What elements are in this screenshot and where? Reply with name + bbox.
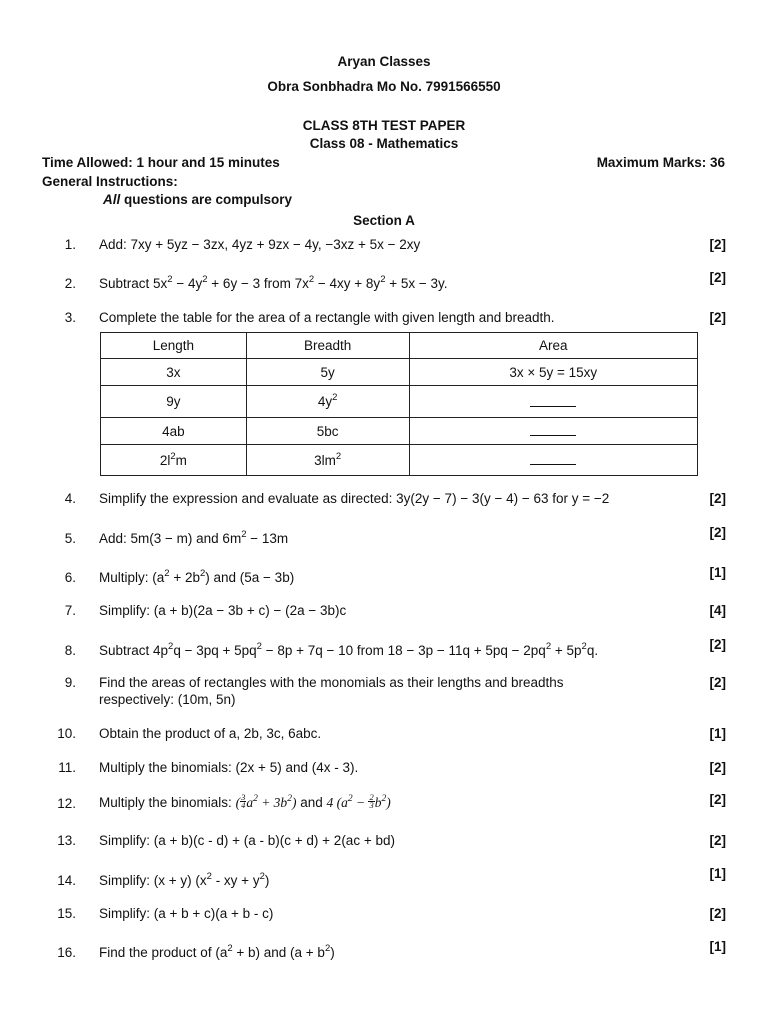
question-marks: [2] (709, 833, 726, 848)
table-cell: $2l^2m$ (101, 445, 247, 476)
question-marks: [1] (709, 726, 726, 741)
institute-name: Aryan Classes (337, 54, 431, 69)
table-header-cell: Breadth (246, 333, 409, 359)
question-marks: [2] (709, 237, 726, 252)
question-marks: [1] (709, 939, 726, 954)
table-row (101, 386, 698, 418)
question-marks: [2] (709, 906, 726, 921)
instruction-all: All (103, 192, 121, 207)
question-number: 3. (64, 310, 76, 325)
instruction-line (103, 192, 292, 207)
general-instructions-label: General Instructions: (42, 174, 178, 189)
table-row (101, 418, 698, 445)
question-marks: [2] (709, 525, 726, 540)
table-row (101, 445, 698, 476)
question-text: Complete the table for the area of a rectangle with given length and breadth. (99, 310, 555, 325)
question-text: Add: 7xy + 5yz − 3zx, 4yz + 9zx − 4y, −3xz + 5x − 2xy (99, 237, 421, 252)
table-cell: $3lm^2$ (246, 445, 409, 476)
maximum-marks: Maximum Marks: 36 (596, 155, 725, 170)
paper-title: CLASS 8TH TEST PAPER (302, 118, 466, 133)
table-cell (409, 386, 697, 418)
question-number: 5. (64, 531, 76, 546)
question-marks: [2] (709, 637, 726, 652)
table-header-cell: Area (409, 333, 697, 359)
answer-blank (530, 452, 576, 465)
table-cell: 5bc (246, 418, 409, 445)
question-number: 8. (64, 643, 76, 658)
table-cell: 4ab (101, 418, 247, 445)
question-text: Simplify: (a + b)(2a − 3b + c) − (2a − 3b)c (99, 603, 347, 618)
question-number: 16. (57, 945, 76, 960)
question-number: 2. (64, 276, 76, 291)
section-heading: Section A (353, 213, 415, 228)
question-marks: [1] (709, 565, 726, 580)
question-text: Subtract $4p^2q - 3pq + 5pq^2 - 8p + 7q - 10$ from $18 - 3p - 11q + 5pq - 2pq^2 + 5p^2q$. (99, 641, 599, 658)
instruction-rest: questions are compulsory (120, 192, 293, 207)
table-cell: 5y (246, 359, 409, 386)
table-cell (409, 418, 697, 445)
question-marks: [2] (709, 270, 726, 285)
table-header-cell: Length (101, 333, 247, 359)
question-text: Find the areas of rectangles with the monomials as their lengths and breadths respectively: (10m, 5n) (99, 675, 564, 707)
question-marks: [4] (709, 603, 726, 618)
question-text: Simplify: (x + y) ($x^2$ - xy + $y^2$) (99, 871, 270, 888)
question-number: 6. (64, 570, 76, 585)
time-allowed: Time Allowed: 1 hour and 15 minutes (42, 155, 280, 170)
question-text: Multiply: $(a^2 + 2b^2)$ and (5a − 3b) (99, 568, 295, 585)
question-marks: [2] (709, 310, 726, 325)
question-text: Find the product of $(a^2 + b)$ and $(a + b^2)$ (99, 943, 335, 960)
question-number: 7. (64, 603, 76, 618)
question-text: Multiply the binomials: ( $\frac{3}{4}$ $a^2 + 3b^2$) and 4 ($a^2$ − $\frac{2}{3}$ $b^2$) (99, 792, 391, 810)
question-text: Multiply the binomials: (2x + 5) and (4x - 3). (99, 760, 359, 775)
question-marks: [2] (709, 760, 726, 775)
question-text: Obtain the product of a, 2b, 3c, 6abc. (99, 726, 322, 741)
question-text: Subtract $5x^2 - 4y^2 + 6y - 3$ from $7x^2 - 4xy + 8y^2 + 5x - 3y$. (99, 274, 448, 291)
question-number: 15. (57, 906, 76, 921)
table-cell: 3x (101, 359, 247, 386)
table-cell: 3x × 5y = 15xy (409, 359, 697, 386)
question-number: 9. (64, 675, 76, 690)
table-row (101, 359, 698, 386)
table-header-row (101, 333, 698, 359)
area-table (100, 332, 698, 476)
paper-subject: Class 08 - Mathematics (309, 136, 459, 151)
table-cell: 9y (101, 386, 247, 418)
question-number: 11. (58, 760, 76, 775)
answer-blank (530, 394, 576, 407)
question-number: 14. (57, 873, 76, 888)
question-marks: [1] (709, 866, 726, 881)
table-cell: $4y^2$ (246, 386, 409, 418)
question-number: 12. (57, 796, 76, 811)
answer-blank (530, 423, 576, 436)
institute-address: Obra Sonbhadra Mo No. 7991566550 (267, 79, 501, 94)
question-marks: [2] (709, 491, 726, 506)
question-marks: [2] (709, 675, 726, 690)
question-number: 13. (57, 833, 76, 848)
question-number: 10. (57, 726, 76, 741)
question-text: Simplify: (a + b + c)(a + b - c) (99, 906, 274, 921)
question-marks: [2] (709, 792, 726, 807)
table-cell (409, 445, 697, 476)
question-text: Add: 5m(3 − m) and $6m^2 - 13m$ (99, 529, 289, 546)
question-number: 4. (64, 491, 76, 506)
question-text: Simplify: (a + b)(c - d) + (a - b)(c + d) + 2(ac + bd) (99, 833, 395, 848)
question-text: Simplify the expression and evaluate as directed: 3y(2y − 7) − 3(y − 4) − 63 for y = −2 (99, 491, 610, 506)
question-number: 1. (64, 237, 76, 252)
